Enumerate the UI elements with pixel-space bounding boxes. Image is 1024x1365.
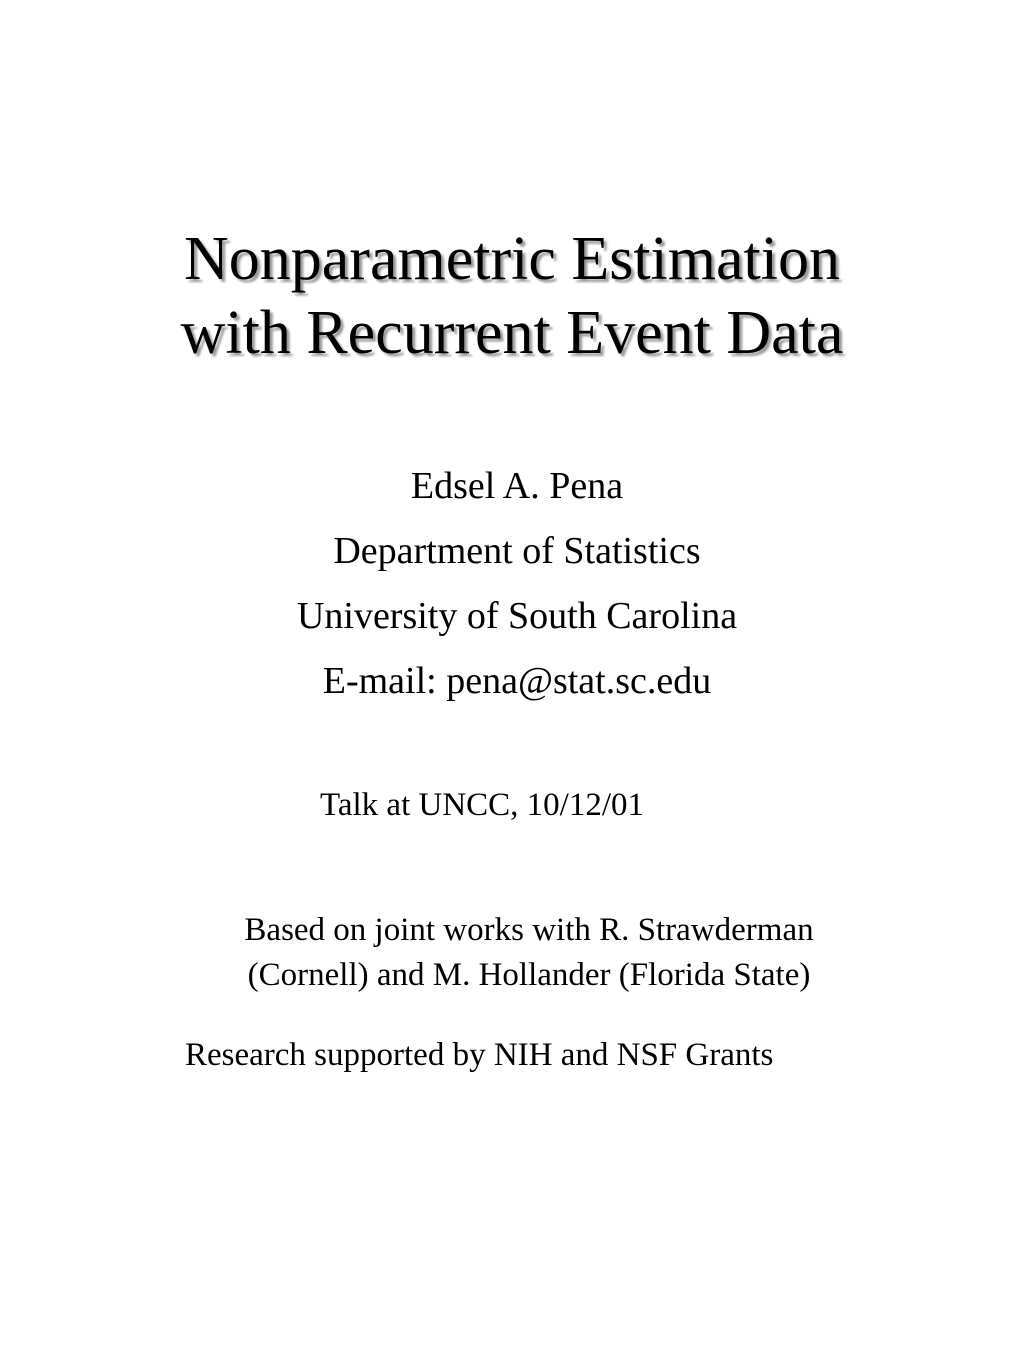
joint-works-line-1: Based on joint works with R. Strawderman [244, 912, 814, 948]
author-email: E-mail: pena@stat.sc.edu [322, 660, 712, 702]
author-name: Edsel A. Pena [410, 465, 624, 507]
funding-note: Research supported by NIH and NSF Grants [185, 1037, 774, 1073]
joint-works-note [0, 908, 1024, 998]
author-university: University of South Carolina [296, 595, 738, 637]
author-info [0, 454, 1024, 714]
talk-info: Talk at UNCC, 10/12/01 [320, 787, 645, 823]
joint-works-line-2: (Cornell) and M. Hollander (Florida State) [247, 957, 811, 993]
slide-title [0, 222, 1024, 370]
author-department: Department of Statistics [333, 530, 701, 572]
title-line-2: with Recurrent Event Data [180, 299, 844, 367]
title-line-1: Nonparametric Estimation [184, 225, 840, 293]
